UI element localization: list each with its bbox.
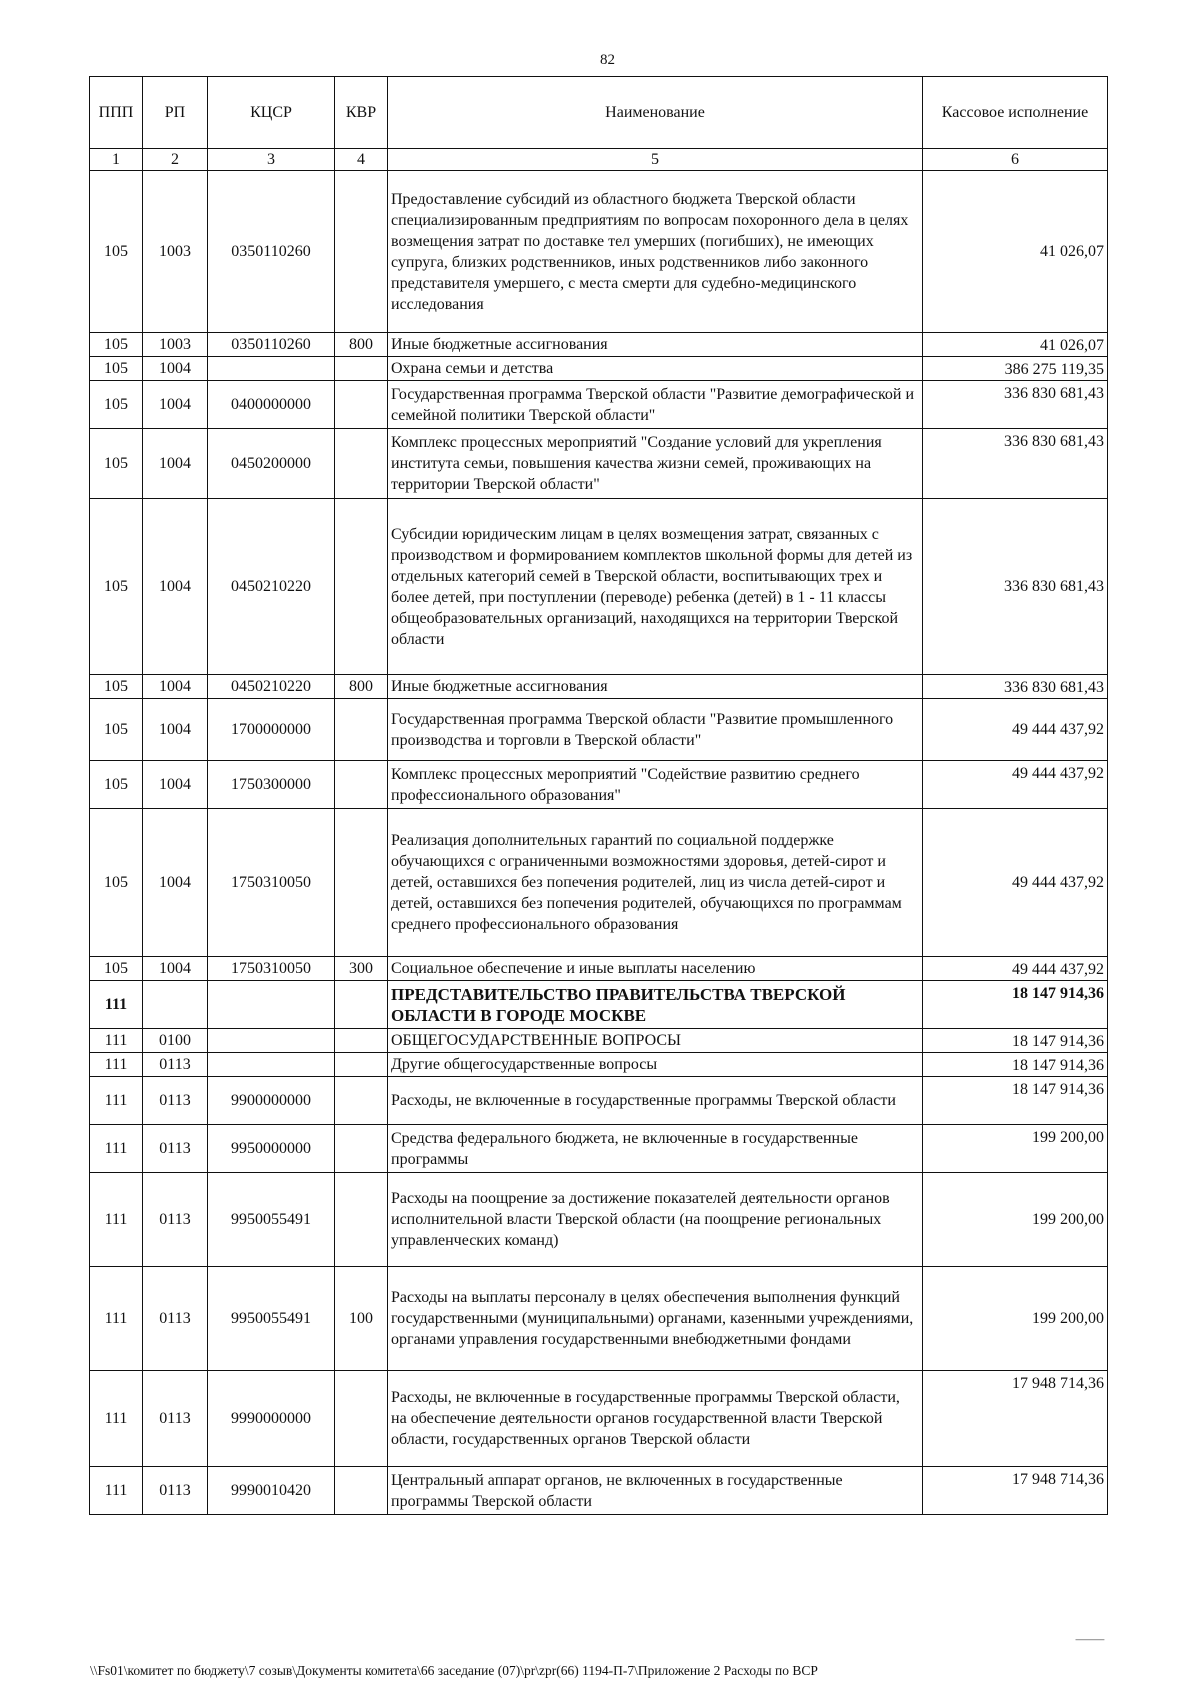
cell-kvr [335,981,388,1029]
table-row [90,357,1108,381]
table-row [90,957,1108,981]
cell-ppp: 105 [90,499,143,675]
cell-name: Социальное обеспечение и иные выплаты населению [388,957,923,981]
cell-name: Иные бюджетные ассигнования [388,333,923,357]
cell-kcsr: 0450210220 [208,499,335,675]
header-rp: РП [143,77,208,149]
cell-ppp: 111 [90,1125,143,1173]
cell-kvr [335,1371,388,1467]
cell-kvr [335,1173,388,1267]
cell-name: Другие общегосударственные вопросы [388,1053,923,1077]
cell-kcsr: 9900000000 [208,1077,335,1125]
cell-name: Расходы на выплаты персоналу в целях обеспечения выполнения функций государственными (муниципальными) органами, казенными учреждениями, органами управления государственными внебюджетными фондами [388,1267,923,1371]
table-row [90,333,1108,357]
table-row [90,381,1108,429]
cell-name: Расходы, не включенные в государственные программы Тверской области, на обеспечение деятельности органов государственной власти Тверской области, государственных органов Тверской области [388,1371,923,1467]
cell-name: Средства федерального бюджета, не включенные в государственные программы [388,1125,923,1173]
cell-kcsr [208,981,335,1029]
cell-amount: 18 147 914,36 [923,1029,1108,1053]
table-row [90,809,1108,957]
table-row [90,1029,1108,1053]
cell-kvr [335,499,388,675]
cell-ppp: 111 [90,1267,143,1371]
cell-name: Иные бюджетные ассигнования [388,675,923,699]
cell-kcsr [208,357,335,381]
cell-rp: 1003 [143,333,208,357]
cell-kcsr: 0350110260 [208,171,335,333]
cell-amount: 49 444 437,92 [923,699,1108,761]
cell-rp: 1004 [143,699,208,761]
cell-ppp: 105 [90,957,143,981]
cell-ppp: 111 [90,1053,143,1077]
cell-kvr [335,381,388,429]
cell-kvr: 100 [335,1267,388,1371]
cell-ppp: 105 [90,171,143,333]
cell-kcsr: 0350110260 [208,333,335,357]
header-name: Наименование [388,77,923,149]
cell-rp: 1004 [143,499,208,675]
column-number-row [90,149,1108,171]
header-amount: Кассовое исполнение [923,77,1108,149]
scan-artifact: ⸻ [1075,1632,1105,1646]
cell-kvr [335,699,388,761]
cell-ppp: 105 [90,761,143,809]
cell-name: ПРЕДСТАВИТЕЛЬСТВО ПРАВИТЕЛЬСТВА ТВЕРСКОЙ ОБЛАСТИ В ГОРОДЕ МОСКВЕ [388,981,923,1029]
cell-kcsr [208,1029,335,1053]
cell-rp: 0113 [143,1053,208,1077]
cell-amount: 18 147 914,36 [923,1053,1108,1077]
table-row [90,981,1108,1029]
cell-kvr [335,1053,388,1077]
cell-ppp: 105 [90,429,143,499]
cell-name: Государственная программа Тверской области "Развитие промышленного производства и торговли в Тверской области" [388,699,923,761]
cell-ppp: 105 [90,381,143,429]
cell-kvr: 800 [335,333,388,357]
table-row [90,699,1108,761]
column-number: 5 [388,149,923,171]
header-kcsr: КЦСР [208,77,335,149]
table-row [90,675,1108,699]
cell-name: ОБЩЕГОСУДАРСТВЕННЫЕ ВОПРОСЫ [388,1029,923,1053]
cell-kvr: 300 [335,957,388,981]
cell-rp [143,981,208,1029]
cell-kcsr: 9950000000 [208,1125,335,1173]
table-row [90,171,1108,333]
cell-rp: 1004 [143,429,208,499]
table-row [90,1053,1108,1077]
cell-kcsr: 9990000000 [208,1371,335,1467]
cell-ppp: 111 [90,1173,143,1267]
cell-amount: 49 444 437,92 [923,809,1108,957]
cell-rp: 1004 [143,809,208,957]
cell-kcsr: 0400000000 [208,381,335,429]
cell-rp: 1004 [143,357,208,381]
cell-ppp: 105 [90,675,143,699]
cell-name: Охрана семьи и детства [388,357,923,381]
cell-rp: 0113 [143,1267,208,1371]
table-row [90,499,1108,675]
cell-rp: 1004 [143,381,208,429]
cell-rp: 0113 [143,1371,208,1467]
cell-kvr [335,1125,388,1173]
cell-rp: 1004 [143,761,208,809]
cell-kcsr: 0450200000 [208,429,335,499]
cell-amount: 18 147 914,36 [923,1077,1108,1125]
cell-amount: 336 830 681,43 [923,381,1108,429]
cell-amount: 49 444 437,92 [923,957,1108,981]
table-body [90,171,1108,1515]
cell-amount: 199 200,00 [923,1125,1108,1173]
cell-name: Комплекс процессных мероприятий "Создание условий для укрепления института семьи, повышения качества жизни семей, проживающих на территории Тверской области" [388,429,923,499]
cell-kcsr: 0450210220 [208,675,335,699]
column-number: 4 [335,149,388,171]
cell-ppp: 111 [90,981,143,1029]
cell-kcsr: 9950055491 [208,1267,335,1371]
cell-kcsr: 1750300000 [208,761,335,809]
table-row [90,1173,1108,1267]
cell-rp: 0113 [143,1173,208,1267]
cell-kcsr [208,1053,335,1077]
cell-ppp: 111 [90,1371,143,1467]
column-number: 3 [208,149,335,171]
table-row [90,1267,1108,1371]
header-row [90,77,1108,149]
cell-rp: 0100 [143,1029,208,1053]
cell-kvr [335,1029,388,1053]
cell-ppp: 111 [90,1467,143,1515]
cell-amount: 49 444 437,92 [923,761,1108,809]
expenditure-table [89,76,1108,1515]
cell-name: Расходы, не включенные в государственные программы Тверской области [388,1077,923,1125]
cell-kcsr: 1700000000 [208,699,335,761]
cell-amount: 386 275 119,35 [923,357,1108,381]
cell-name: Государственная программа Тверской области "Развитие демографической и семейной политики Тверской области" [388,381,923,429]
cell-amount: 17 948 714,36 [923,1371,1108,1467]
column-number: 2 [143,149,208,171]
cell-name: Предоставление субсидий из областного бюджета Тверской области специализированным предприятиям по вопросам похоронного дела в целях возмещения затрат по доставке тел умерших (погибших), не имеющих супруга, близких родственников, иных родственников либо законного представителя умершего, с места смерти для судебно-медицинского исследования [388,171,923,333]
table-row [90,1077,1108,1125]
column-number: 6 [923,149,1108,171]
cell-kcsr: 9990010420 [208,1467,335,1515]
cell-name: Реализация дополнительных гарантий по социальной поддержке обучающихся с ограниченными возможностями здоровья, детей-сирот и детей, оставшихся без попечения родителей, лиц из числа детей-сирот и детей, оставшихся без попечения родителей, обучающихся по программам среднего профессионального образования [388,809,923,957]
cell-kvr [335,429,388,499]
cell-amount: 336 830 681,43 [923,429,1108,499]
cell-rp: 1004 [143,957,208,981]
cell-amount: 41 026,07 [923,171,1108,333]
cell-amount: 17 948 714,36 [923,1467,1108,1515]
cell-name: Центральный аппарат органов, не включенных в государственные программы Тверской области [388,1467,923,1515]
page-number: 82 [600,52,615,68]
cell-kvr [335,1467,388,1515]
cell-kvr [335,171,388,333]
cell-amount: 336 830 681,43 [923,499,1108,675]
cell-kvr [335,761,388,809]
cell-amount: 18 147 914,36 [923,981,1108,1029]
cell-kvr [335,1077,388,1125]
cell-kcsr: 1750310050 [208,809,335,957]
cell-ppp: 111 [90,1029,143,1053]
cell-rp: 1004 [143,675,208,699]
cell-ppp: 105 [90,809,143,957]
cell-kvr [335,357,388,381]
cell-rp: 0113 [143,1467,208,1515]
cell-ppp: 105 [90,699,143,761]
cell-kvr [335,809,388,957]
header-ppp: ППП [90,77,143,149]
cell-amount: 336 830 681,43 [923,675,1108,699]
cell-kvr: 800 [335,675,388,699]
file-path-footer: \\Fs01\комитет по бюджету\7 созыв\Документы комитета\66 заседание (07)\pr\zpr(66) 1194-П-7\Приложение 2 Расходы по ВСР [90,1663,818,1678]
cell-kcsr: 1750310050 [208,957,335,981]
cell-name: Расходы на поощрение за достижение показателей деятельности органов исполнительной власти Тверской области (на поощрение региональных управленческих команд) [388,1173,923,1267]
cell-amount: 199 200,00 [923,1173,1108,1267]
cell-kcsr: 9950055491 [208,1173,335,1267]
cell-name: Комплекс процессных мероприятий "Содействие развитию среднего профессионального образования" [388,761,923,809]
header-kvr: КВР [335,77,388,149]
cell-rp: 1003 [143,171,208,333]
table-row [90,761,1108,809]
cell-amount: 199 200,00 [923,1267,1108,1371]
table-row [90,1371,1108,1467]
cell-ppp: 111 [90,1077,143,1125]
cell-name: Субсидии юридическим лицам в целях возмещения затрат, связанных с производством и формированием комплектов школьной формы для детей из отдельных категорий семей в Тверской области, воспитывающих трех и более детей, при поступлении (переводе) ребенка (детей) в 1 - 11 классы общеобразовательных организаций, находящихся на территории Тверской области [388,499,923,675]
cell-rp: 0113 [143,1125,208,1173]
table-row [90,1125,1108,1173]
table-row [90,429,1108,499]
cell-ppp: 105 [90,357,143,381]
cell-ppp: 105 [90,333,143,357]
cell-rp: 0113 [143,1077,208,1125]
cell-amount: 41 026,07 [923,333,1108,357]
column-number: 1 [90,149,143,171]
table-row [90,1467,1108,1515]
